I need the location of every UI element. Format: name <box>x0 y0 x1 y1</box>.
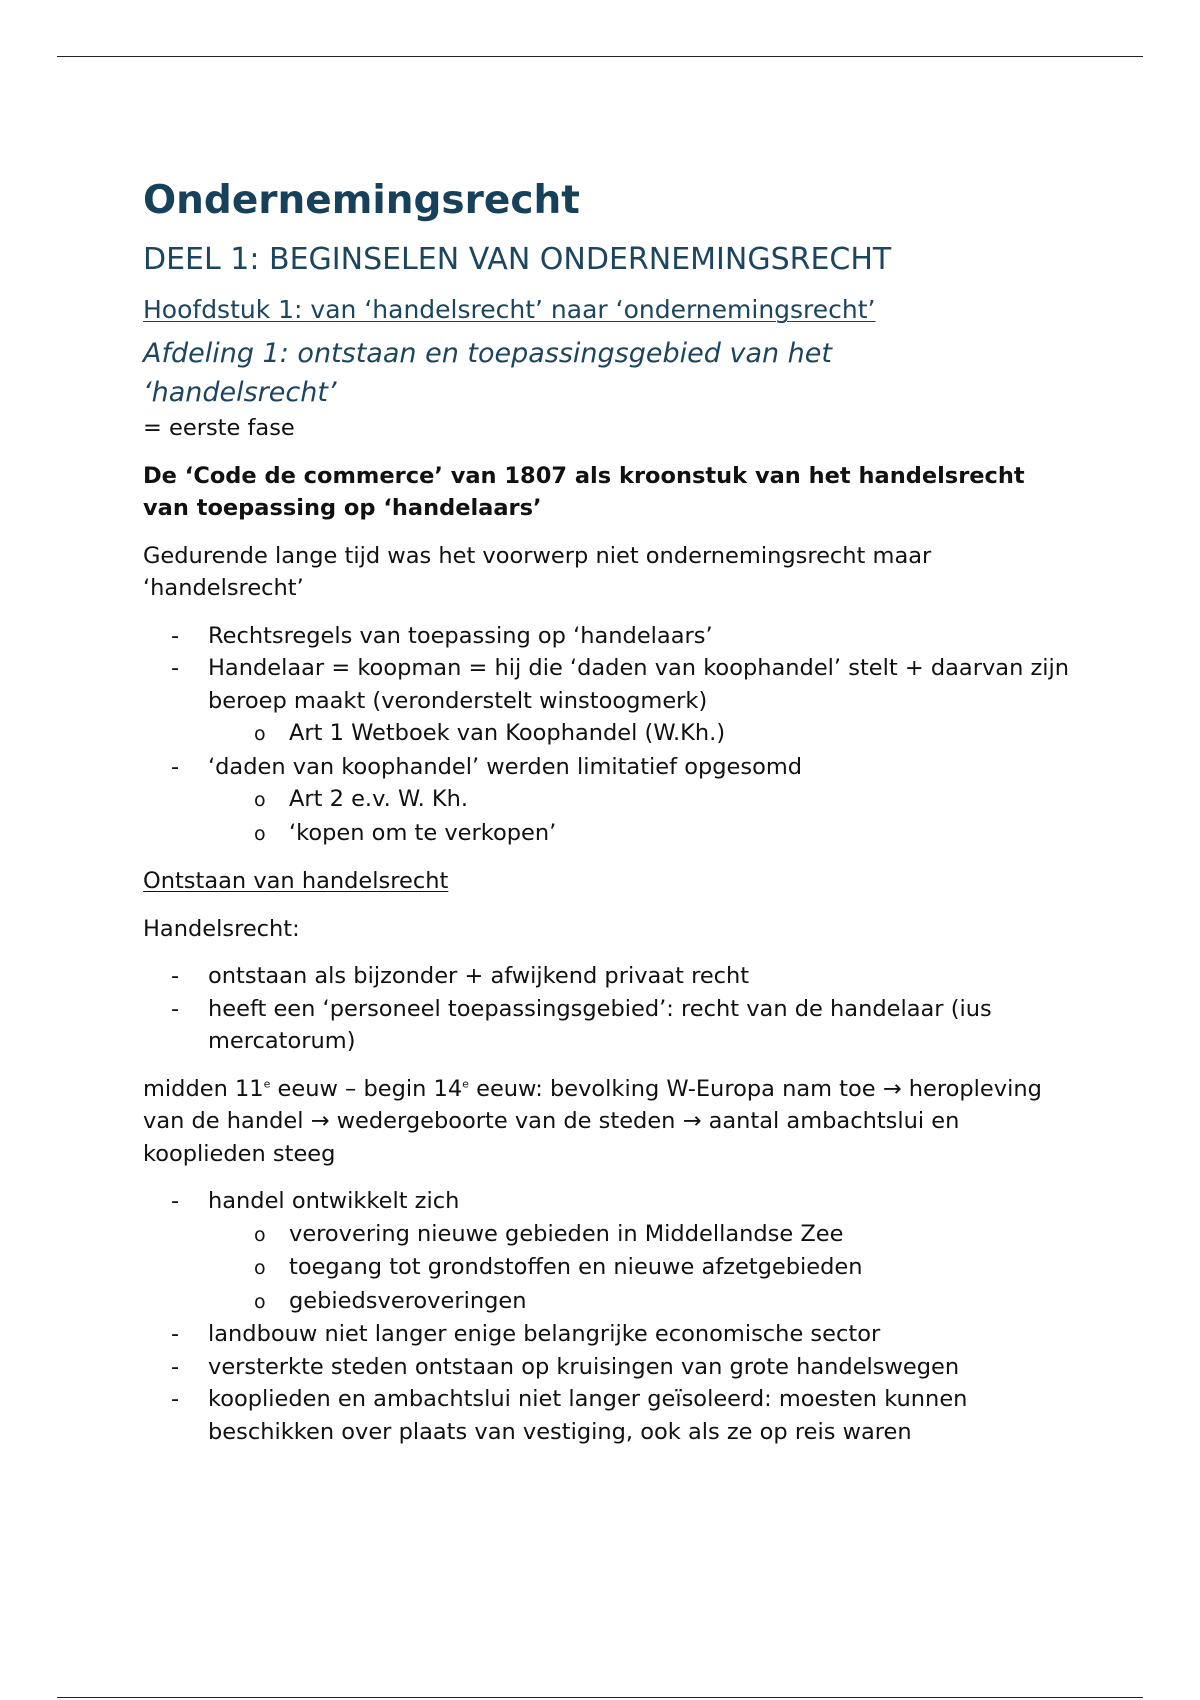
circle-marker: o <box>254 1223 266 1246</box>
history-superscript-a: e <box>263 1077 271 1090</box>
phase-note: = eerste fase <box>143 415 295 441</box>
sub-list-item-text: verovering nieuwe gebieden in Middellandse Zee <box>289 1220 844 1247</box>
sub-list-item-text: toegang tot grondstoffen en nieuwe afzetgebieden <box>289 1254 863 1280</box>
list-item-text: versterkte steden ontstaan op kruisingen van grote handelswegen <box>208 1353 960 1380</box>
sub-list-item-text: gebiedsveroveringen <box>289 1287 527 1314</box>
list-item <box>143 1383 1073 1448</box>
sub-list-item-text: Art 1 Wetboek van Koophandel (W.Kh.) <box>289 720 726 746</box>
dash-marker: - <box>171 963 180 989</box>
circle-marker: o <box>254 1290 266 1313</box>
history-superscript-b: e <box>462 1077 469 1090</box>
code-de-commerce-heading: De ‘Code de commerce’ van 1807 als kroonstuk van het handelsrecht van toepassing op ‘handelaars’ <box>143 462 1025 521</box>
page-bottom-rule <box>57 1697 1143 1698</box>
handelsrecht-label: Handelsrecht: <box>143 915 300 942</box>
section-heading-line-1: Afdeling 1: ontstaan en toepassingsgebied van het <box>143 338 832 369</box>
chapter-heading: Hoofdstuk 1: van ‘handelsrecht’ naar ‘ondernemingsrecht’ <box>143 295 876 324</box>
circle-marker: o <box>254 789 266 811</box>
list-item-text: heeft een ‘personeel toepassingsgebied’: recht van de handelaar (ius mercatorum) <box>208 995 992 1054</box>
history-text-a: midden 11 <box>143 1075 264 1102</box>
list-item <box>143 620 1073 653</box>
sub-list-item <box>208 1285 1073 1319</box>
list-item <box>143 652 1073 751</box>
document-title: Ondernemingsrecht <box>143 178 580 223</box>
dash-marker: - <box>171 995 180 1022</box>
dash-marker: - <box>171 1321 180 1347</box>
sub-list-item <box>208 1218 1073 1252</box>
page-top-rule <box>57 56 1143 57</box>
history-text-c: eeuw: bevolking W-Europa nam toe → heropleving van de handel → wedergeboorte van de steden → aantal ambachtslui en kooplieden steeg <box>143 1075 1042 1167</box>
list-item-text: landbouw niet langer enige belangrijke economische sector <box>208 1321 881 1347</box>
list-item-text: ‘daden van koophandel’ werden limitatief opgesomd <box>208 753 803 780</box>
sub-list <box>208 783 1073 850</box>
list-item-text: kooplieden en ambachtslui niet langer geïsoleerd: moesten kunnen beschikken over plaats van vestiging, ook als ze op reis waren <box>208 1386 968 1445</box>
intro-paragraph: Gedurende lange tijd was het voorwerp niet ondernemingsrecht maar ‘handelsrecht’ <box>143 542 932 601</box>
list-item <box>143 1185 1073 1318</box>
history-text-b: eeuw – begin 14 <box>270 1075 463 1102</box>
list-item-text: Handelaar = koopman = hij die ‘daden van koophandel’ stelt + daarvan zijn beroep maakt (veronderstelt winstoogmerk) <box>208 655 1070 714</box>
section-heading-line-2: ‘handelsrecht’ <box>143 377 337 408</box>
sub-list <box>208 1218 1073 1319</box>
sub-list-item-text: ‘kopen om te verkopen’ <box>289 819 557 846</box>
sub-list <box>208 717 1073 751</box>
sub-list-item-text: Art 2 e.v. W. Kh. <box>289 786 469 812</box>
sub-list-item <box>208 1251 1073 1285</box>
dash-marker: - <box>171 753 180 780</box>
handelsrecht-list <box>143 960 1073 1058</box>
sub-list-item <box>208 817 1073 851</box>
trade-development-list <box>143 1185 1073 1448</box>
dash-marker: - <box>171 622 180 649</box>
list-item <box>143 751 1073 851</box>
document-body <box>143 176 1073 1448</box>
list-item-text: ontstaan als bijzonder + afwijkend privaat recht <box>208 963 750 989</box>
sub-list-item <box>208 783 1073 817</box>
list-item-text: Rechtsregels van toepassing op ‘handelaars’ <box>208 622 713 649</box>
circle-marker: o <box>254 822 266 845</box>
part-heading: DEEL 1: BEGINSELEN VAN ONDERNEMINGSRECHT <box>143 242 892 277</box>
list-item <box>143 1351 1073 1384</box>
section-heading <box>143 334 1073 412</box>
history-paragraph <box>143 1073 1073 1171</box>
handelaars-list <box>143 620 1073 851</box>
sub-list-item <box>208 717 1073 751</box>
circle-marker: o <box>254 1257 266 1279</box>
list-item <box>143 993 1073 1058</box>
dash-marker: - <box>171 655 180 681</box>
list-item <box>143 960 1073 993</box>
circle-marker: o <box>254 723 266 745</box>
origin-heading: Ontstaan van handelsrecht <box>143 868 449 894</box>
dash-marker: - <box>171 1353 180 1380</box>
list-item-text: handel ontwikkelt zich <box>208 1188 460 1214</box>
list-item <box>143 1318 1073 1351</box>
dash-marker: - <box>171 1188 180 1214</box>
dash-marker: - <box>171 1386 180 1412</box>
